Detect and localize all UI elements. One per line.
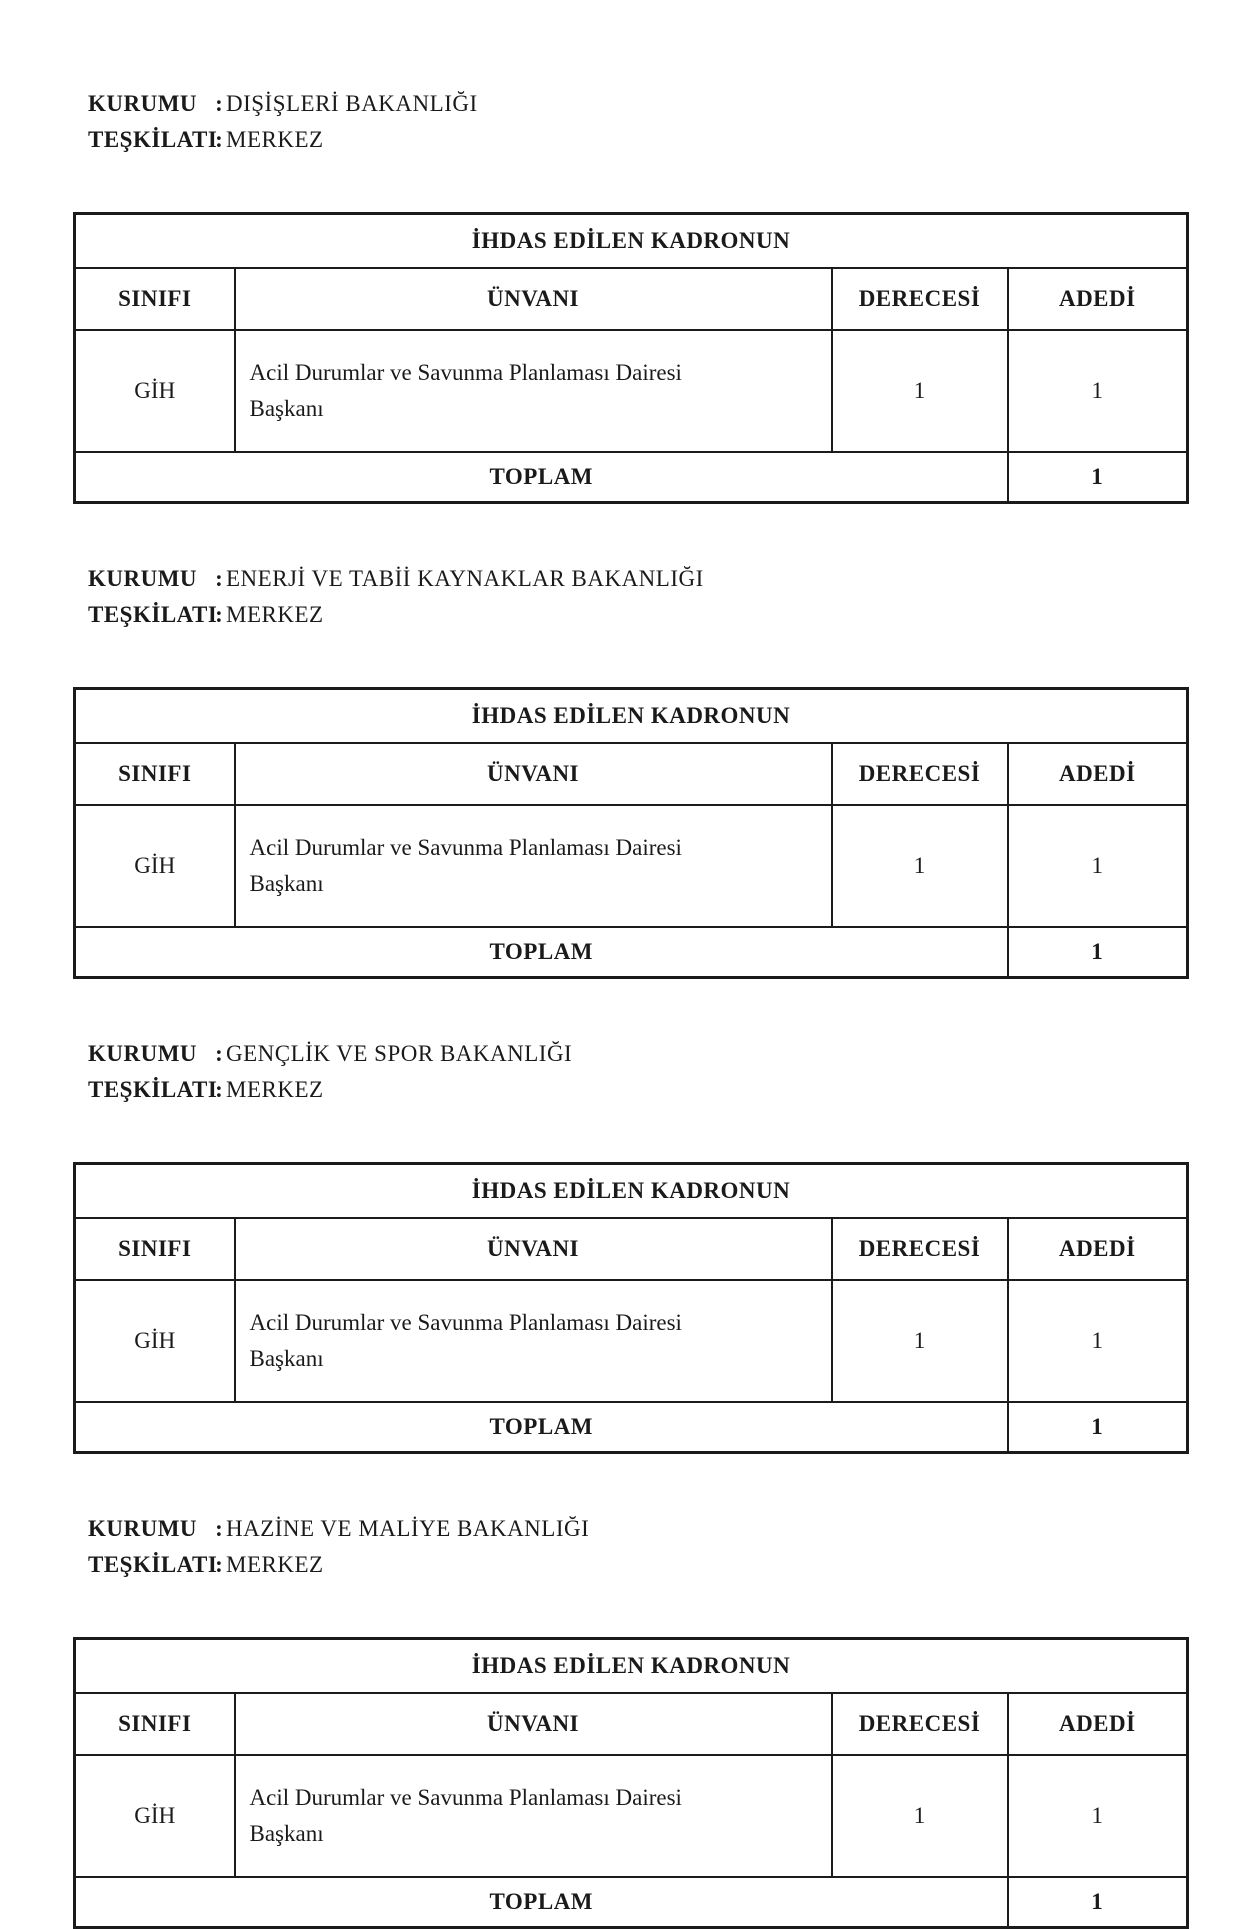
- col-header-unvani: ÜNVANI: [235, 1218, 832, 1280]
- colon-separator: :: [215, 127, 223, 152]
- section-header: [88, 86, 1186, 158]
- teskilati-label: TEŞKİLATI: [88, 127, 218, 152]
- teskilati-label: TEŞKİLATI: [88, 1077, 218, 1102]
- cell-adedi: 1: [1008, 330, 1188, 452]
- kurumu-label: KURUMU: [88, 1041, 198, 1066]
- total-row: [75, 927, 1188, 978]
- cell-derecesi: 1: [832, 1280, 1008, 1402]
- cell-unvani: [235, 805, 832, 927]
- cell-sinifi: GİH: [75, 805, 235, 927]
- cell-unvani: [235, 1280, 832, 1402]
- teskilati-line: [88, 1072, 1186, 1108]
- cell-unvani: [235, 1755, 832, 1877]
- cell-sinifi: GİH: [75, 330, 235, 452]
- total-adedi: 1: [1008, 927, 1188, 978]
- kadro-table: [73, 212, 1189, 504]
- kurumu-label: KURUMU: [88, 566, 198, 591]
- section-header: [88, 561, 1186, 633]
- table-title-row: [75, 1164, 1188, 1219]
- col-header-sinifi: SINIFI: [75, 1693, 235, 1755]
- total-label: TOPLAM: [75, 1402, 1008, 1453]
- kadro-table: [73, 1162, 1189, 1454]
- cell-derecesi: 1: [832, 1755, 1008, 1877]
- teskilati-label: TEŞKİLATI: [88, 1552, 218, 1577]
- cell-adedi: 1: [1008, 1755, 1188, 1877]
- kadro-section-enerji: [73, 561, 1186, 979]
- kurumu-label: KURUMU: [88, 1516, 198, 1541]
- kadro-table: [73, 1637, 1189, 1929]
- total-adedi: 1: [1008, 1877, 1188, 1928]
- cell-sinifi: GİH: [75, 1280, 235, 1402]
- kadro-table: [73, 687, 1189, 979]
- teskilati-value: MERKEZ: [226, 602, 324, 627]
- table-title-row: [75, 214, 1188, 269]
- cell-unvani: [235, 330, 832, 452]
- teskilati-value: MERKEZ: [226, 1077, 324, 1102]
- cell-derecesi: 1: [832, 330, 1008, 452]
- kurumu-line: [88, 86, 1186, 122]
- col-header-derecesi: DERECESİ: [832, 743, 1008, 805]
- unvani-text: Acil Durumlar ve Savunma Planlaması Dairesi Başkanı: [249, 1785, 682, 1846]
- unvani-text: Acil Durumlar ve Savunma Planlaması Dairesi Başkanı: [249, 1310, 682, 1371]
- total-label: TOPLAM: [75, 927, 1008, 978]
- col-header-unvani: ÜNVANI: [235, 743, 832, 805]
- table-title-row: [75, 1639, 1188, 1694]
- kurumu-value: ENERJİ VE TABİİ KAYNAKLAR BAKANLIĞI: [226, 566, 704, 591]
- unvani-text: Acil Durumlar ve Savunma Planlaması Dairesi Başkanı: [249, 360, 682, 421]
- table-row: [75, 805, 1188, 927]
- table-title-row: [75, 689, 1188, 744]
- teskilati-value: MERKEZ: [226, 127, 324, 152]
- kurumu-line: [88, 1036, 1186, 1072]
- cell-derecesi: 1: [832, 805, 1008, 927]
- kurumu-label: KURUMU: [88, 91, 198, 116]
- cell-adedi: 1: [1008, 1280, 1188, 1402]
- table-row: [75, 330, 1188, 452]
- col-header-derecesi: DERECESİ: [832, 1218, 1008, 1280]
- kurumu-value: DIŞİŞLERİ BAKANLIĞI: [226, 91, 478, 116]
- cell-sinifi: GİH: [75, 1755, 235, 1877]
- table-title: İHDAS EDİLEN KADRONUN: [75, 1164, 1188, 1219]
- col-header-adedi: ADEDİ: [1008, 268, 1188, 330]
- teskilati-line: [88, 1547, 1186, 1583]
- kurumu-value: GENÇLİK VE SPOR BAKANLIĞI: [226, 1041, 573, 1066]
- table-title: İHDAS EDİLEN KADRONUN: [75, 689, 1188, 744]
- colon-separator: :: [215, 1041, 223, 1066]
- section-header: [88, 1511, 1186, 1583]
- col-header-derecesi: DERECESİ: [832, 268, 1008, 330]
- table-title: İHDAS EDİLEN KADRONUN: [75, 214, 1188, 269]
- colon-separator: :: [215, 91, 223, 116]
- total-label: TOPLAM: [75, 1877, 1008, 1928]
- total-adedi: 1: [1008, 452, 1188, 503]
- teskilati-line: [88, 597, 1186, 633]
- kadro-section-genclik: [73, 1036, 1186, 1454]
- col-header-derecesi: DERECESİ: [832, 1693, 1008, 1755]
- kadro-section-hazine: [73, 1511, 1186, 1929]
- kurumu-line: [88, 561, 1186, 597]
- column-header-row: [75, 1693, 1188, 1755]
- colon-separator: :: [215, 602, 223, 627]
- kurumu-value: HAZİNE VE MALİYE BAKANLIĞI: [226, 1516, 590, 1541]
- teskilati-label: TEŞKİLATI: [88, 602, 218, 627]
- unvani-text: Acil Durumlar ve Savunma Planlaması Dairesi Başkanı: [249, 835, 682, 896]
- teskilati-value: MERKEZ: [226, 1552, 324, 1577]
- col-header-unvani: ÜNVANI: [235, 268, 832, 330]
- cell-adedi: 1: [1008, 805, 1188, 927]
- kadro-section-disisleri: [73, 86, 1186, 504]
- colon-separator: :: [215, 1077, 223, 1102]
- column-header-row: [75, 1218, 1188, 1280]
- col-header-unvani: ÜNVANI: [235, 1693, 832, 1755]
- column-header-row: [75, 268, 1188, 330]
- colon-separator: :: [215, 1516, 223, 1541]
- col-header-sinifi: SINIFI: [75, 743, 235, 805]
- col-header-sinifi: SINIFI: [75, 1218, 235, 1280]
- section-header: [88, 1036, 1186, 1108]
- total-row: [75, 1402, 1188, 1453]
- total-row: [75, 452, 1188, 503]
- col-header-adedi: ADEDİ: [1008, 743, 1188, 805]
- col-header-adedi: ADEDİ: [1008, 1218, 1188, 1280]
- colon-separator: :: [215, 1552, 223, 1577]
- kurumu-line: [88, 1511, 1186, 1547]
- table-row: [75, 1755, 1188, 1877]
- total-adedi: 1: [1008, 1402, 1188, 1453]
- teskilati-line: [88, 122, 1186, 158]
- table-title: İHDAS EDİLEN KADRONUN: [75, 1639, 1188, 1694]
- total-label: TOPLAM: [75, 452, 1008, 503]
- col-header-sinifi: SINIFI: [75, 268, 235, 330]
- colon-separator: :: [215, 566, 223, 591]
- table-row: [75, 1280, 1188, 1402]
- col-header-adedi: ADEDİ: [1008, 1693, 1188, 1755]
- column-header-row: [75, 743, 1188, 805]
